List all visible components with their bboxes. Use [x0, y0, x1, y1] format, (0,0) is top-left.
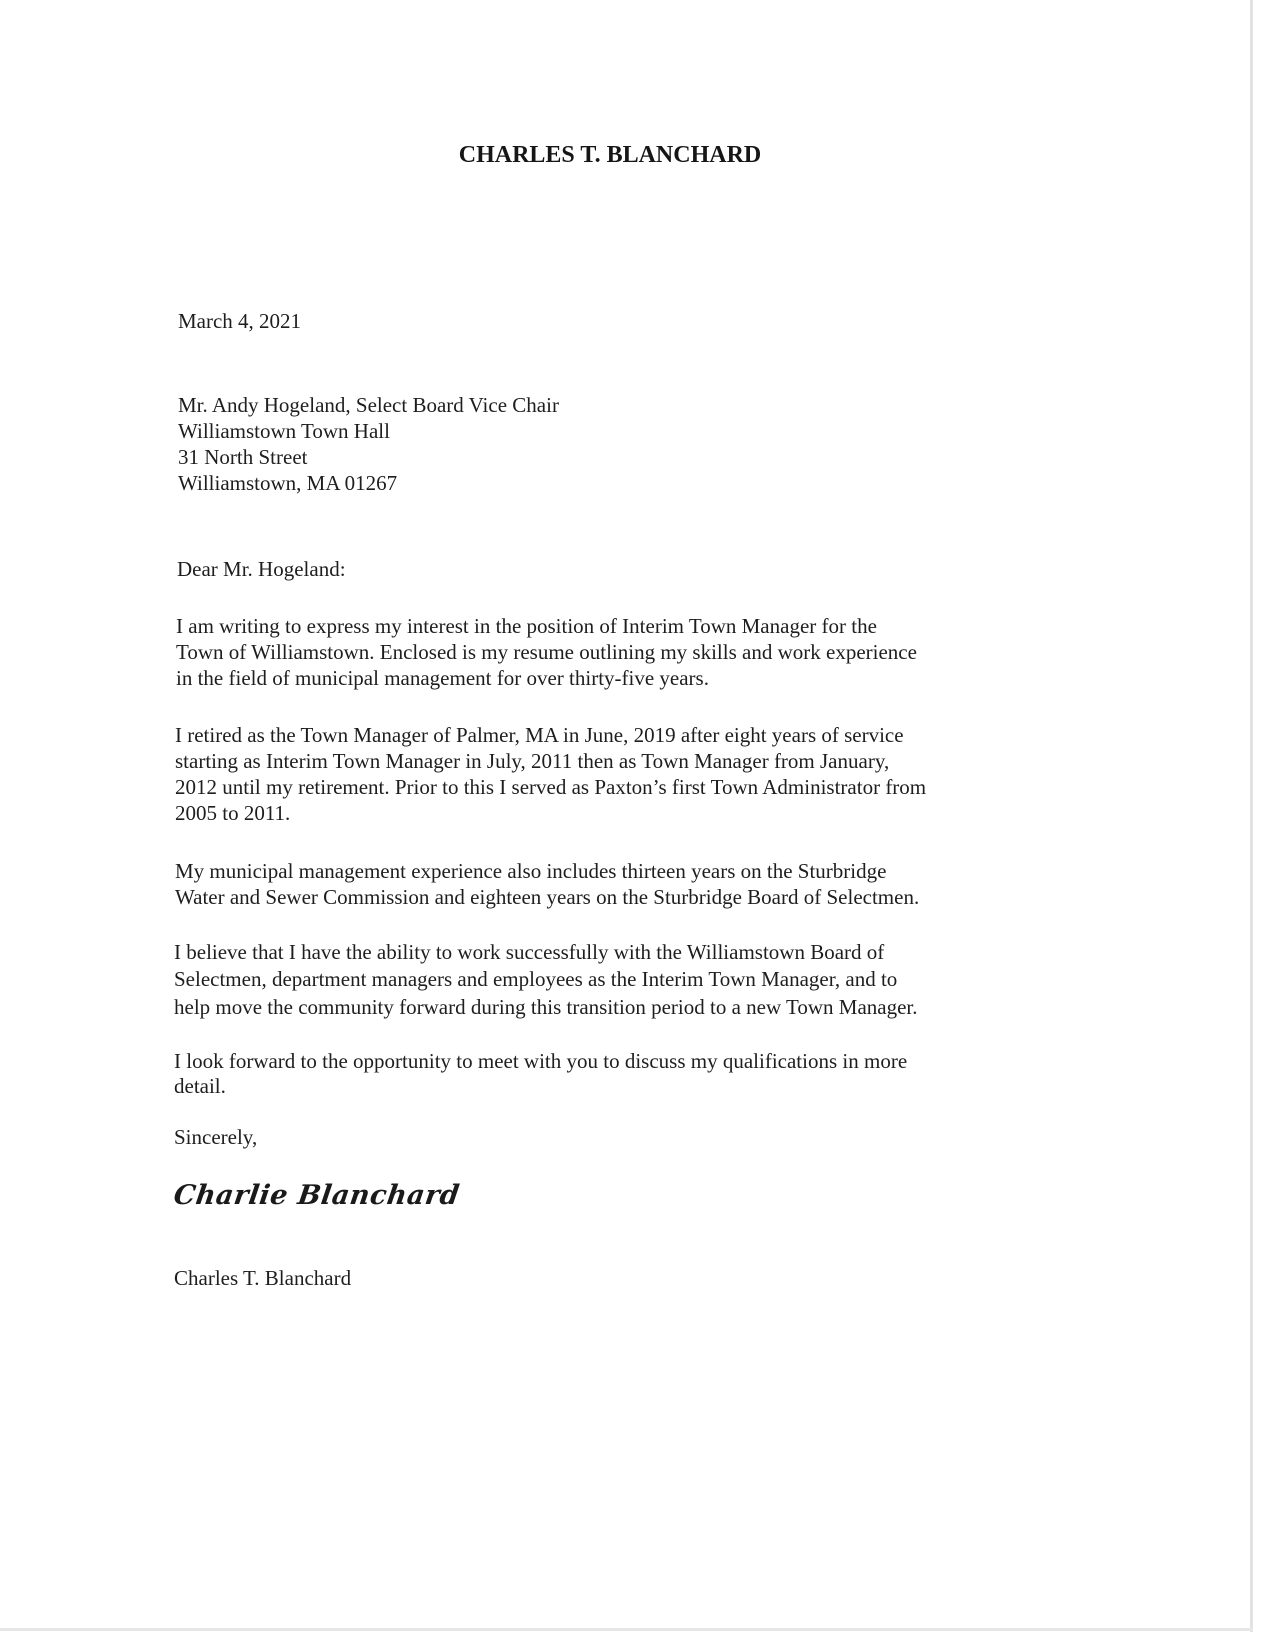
- paragraph-line: starting as Interim Town Manager in July, 2011 then as Town Manager from January,: [175, 749, 890, 773]
- paragraph-line: I am writing to express my interest in the position of Interim Town Manager for the: [176, 614, 877, 638]
- scan-edge-right: [1250, 0, 1253, 1632]
- address-line: Mr. Andy Hogeland, Select Board Vice Chair: [178, 393, 559, 417]
- paragraph-line: I retired as the Town Manager of Palmer, MA in June, 2019 after eight years of service: [175, 723, 904, 747]
- paragraph-line: in the field of municipal management for over thirty-five years.: [176, 666, 709, 690]
- handwritten-signature: Charlie Blanchard: [171, 1180, 462, 1211]
- address-line: Williamstown, MA 01267: [178, 471, 398, 495]
- closing: Sincerely,: [174, 1125, 258, 1149]
- address-line: 31 North Street: [178, 445, 308, 469]
- paragraph-line: detail.: [174, 1074, 226, 1098]
- paragraph-line: My municipal management experience also includes thirteen years on the Sturbridge: [175, 859, 887, 883]
- scan-edge-bottom: [0, 1628, 1253, 1631]
- address-line: Williamstown Town Hall: [178, 419, 390, 443]
- paragraph-line: Town of Williamstown. Enclosed is my resume outlining my skills and work experience: [176, 640, 917, 664]
- paragraph-line: help move the community forward during this transition period to a new Town Manager.: [174, 995, 918, 1019]
- signer-name: Charles T. Blanchard: [174, 1266, 352, 1290]
- paragraph-line: I look forward to the opportunity to meet with you to discuss my qualifications in more: [174, 1049, 908, 1073]
- paragraph-line: Water and Sewer Commission and eighteen years on the Sturbridge Board of Selectmen.: [175, 885, 920, 909]
- letterhead-name: CHARLES T. BLANCHARD: [458, 142, 762, 168]
- salutation: Dear Mr. Hogeland:: [177, 557, 346, 581]
- paragraph-line: 2012 until my retirement. Prior to this I served as Paxton’s first Town Administrator from: [175, 775, 927, 799]
- paragraph-line: I believe that I have the ability to work successfully with the Williamstown Board of: [174, 940, 885, 964]
- paragraph-line: Selectmen, department managers and employees as the Interim Town Manager, and to: [174, 967, 898, 991]
- paragraph-line: 2005 to 2011.: [175, 801, 291, 825]
- letter-date: March 4, 2021: [178, 309, 302, 333]
